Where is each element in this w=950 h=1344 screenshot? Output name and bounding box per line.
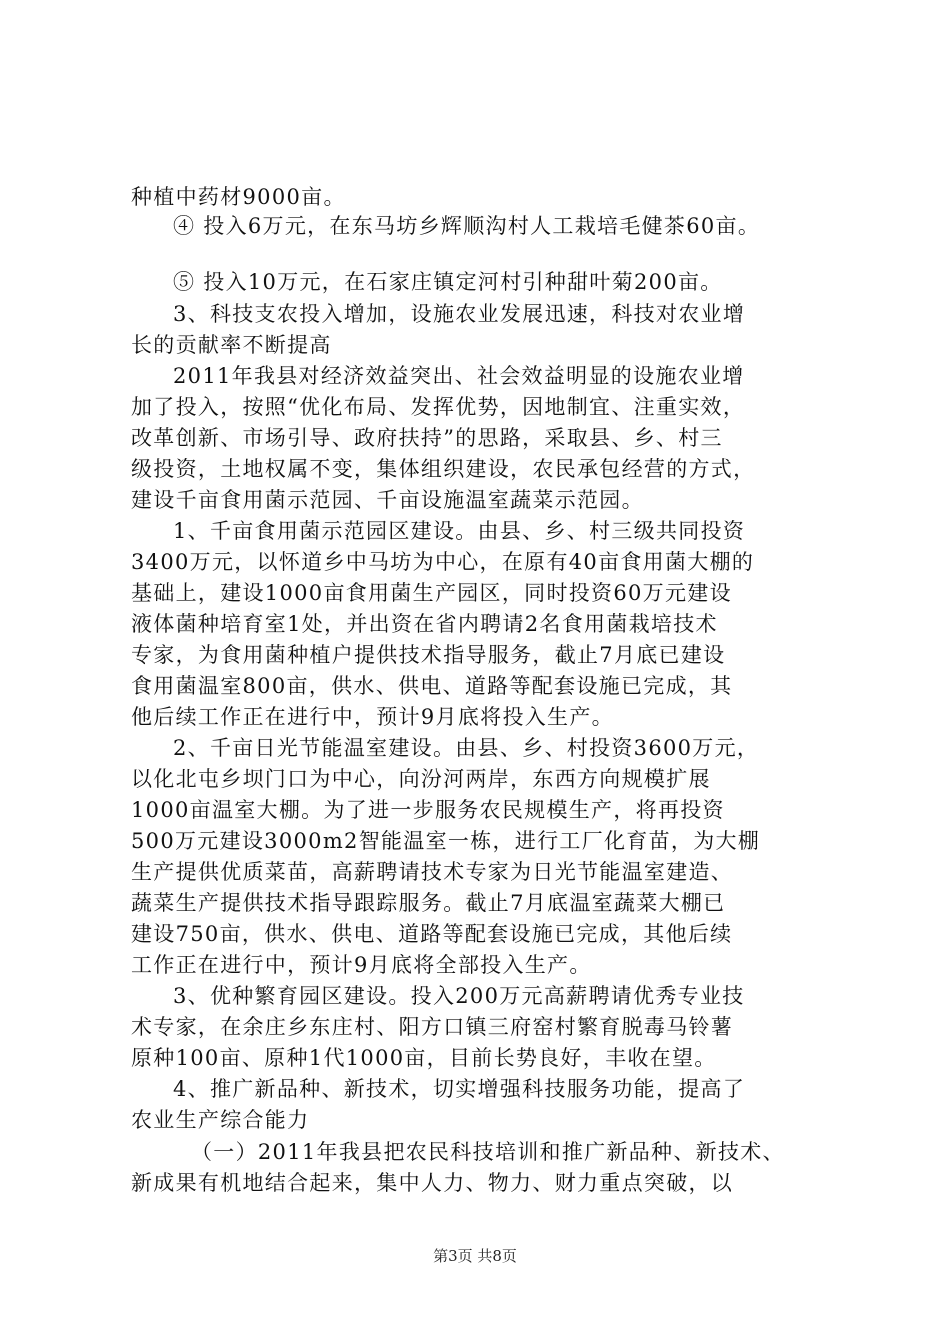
text-line: 2011年我县对经济效益突出、社会效益明显的设施农业增	[173, 364, 745, 388]
text-line: 基础上，建设1000亩食用菌生产园区，同时投资60万元建设	[131, 581, 732, 605]
text-line: 农业生产综合能力	[131, 1108, 310, 1132]
text-line: 种植中药材9000亩。	[131, 185, 346, 209]
text-line: 术专家，在余庄乡东庄村、阳方口镇三府窑村繁育脱毒马铃薯	[131, 1015, 734, 1039]
text-line: 3400万元，以怀道乡中马坊为中心，在原有40亩食用菌大棚的	[131, 550, 755, 574]
text-line: （一）2011年我县把农民科技培训和推广新品种、新技术、	[191, 1140, 785, 1164]
page-number-footer: 第3页 共8页	[433, 1247, 517, 1265]
text-line: 液体菌种培育室1处，并出资在省内聘请2名食用菌栽培技术	[131, 612, 718, 636]
text-line: 500万元建设3000m2智能温室一栋，进行工厂化育苗，为大棚	[131, 829, 761, 853]
text-line: 建设千亩食用菌示范园、千亩设施温室蔬菜示范园。	[131, 488, 644, 512]
text-line: 3、科技支农投入增加，设施农业发展迅速，科技对农业增	[173, 302, 746, 326]
text-line: 级投资，土地权属不变，集体组织建设，农民承包经营的方式，	[131, 457, 756, 481]
text-line: 4、推广新品种、新技术，切实增强科技服务功能，提高了	[173, 1077, 746, 1101]
text-line: ⑤ 投入10万元，在石家庄镇定河村引种甜叶菊200亩。	[173, 270, 723, 294]
text-line: 以化北屯乡坝门口为中心，向汾河两岸，东西方向规模扩展	[131, 767, 711, 791]
text-line: 1000亩温室大棚。为了进一步服务农民规模生产，将再投资	[131, 798, 725, 822]
text-line: 工作正在进行中，预计9月底将全部投入生产。	[131, 953, 592, 977]
text-line: 建设750亩，供水、供电、道路等配套设施已完成，其他后续	[131, 922, 733, 946]
text-line: 1、千亩食用菌示范园区建设。由县、乡、村三级共同投资	[173, 519, 746, 543]
text-line: 2、千亩日光节能温室建设。由县、乡、村投资3600万元，	[173, 736, 760, 760]
text-line: 加了投入，按照“优化布局、发挥优势，因地制宜、注重实效，	[131, 395, 746, 419]
text-line: 他后续工作正在进行中，预计9月底将投入生产。	[131, 705, 614, 729]
text-line: 蔬菜生产提供技术指导跟踪服务。截止7月底温室蔬菜大棚已	[131, 891, 726, 915]
text-line: 专家，为食用菌种植户提供技术指导服务，截止7月底已建设	[131, 643, 726, 667]
text-line: 生产提供优质菜苗，高薪聘请技术专家为日光节能温室建造、	[131, 860, 734, 884]
text-line: 食用菌温室800亩，供水、供电、道路等配套设施已完成，其	[131, 674, 733, 698]
text-line: 长的贡献率不断提高	[131, 333, 332, 357]
text-line: 原种100亩、原种1代1000亩，目前长势良好，丰收在望。	[131, 1046, 717, 1070]
text-line: 新成果有机地结合起来，集中人力、物力、财力重点突破，以	[131, 1171, 734, 1195]
text-line: 3、优种繁育园区建设。投入200万元高薪聘请优秀专业技	[173, 984, 745, 1008]
text-line: 改革创新、市场引导、政府扶持”的思路，采取县、乡、村三	[131, 426, 723, 450]
text-line: ④ 投入6万元，在东马坊乡辉顺沟村人工栽培毛健茶60亩。	[173, 214, 761, 238]
